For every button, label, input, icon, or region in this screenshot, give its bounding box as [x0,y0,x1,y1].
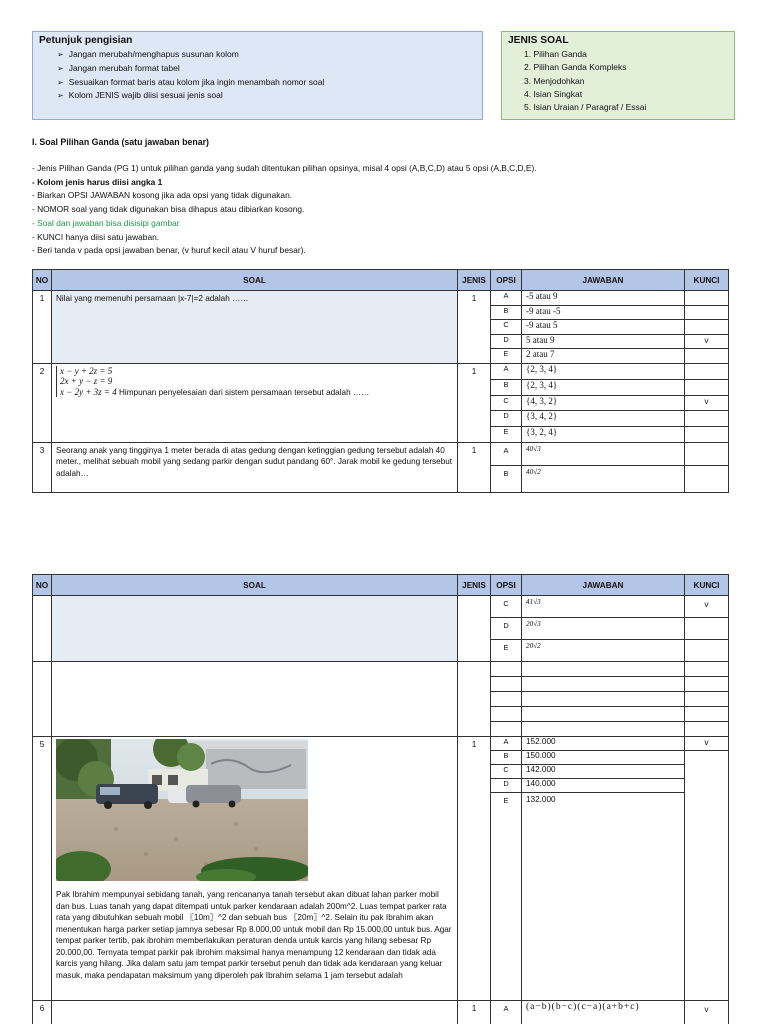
header-soal: SOAL [52,270,458,291]
question-types-box [501,31,735,120]
option-letter: C [491,596,522,618]
note-line: - Biarkan OPSI JAWABAN kosong jika ada opsi yang tidak digunakan. [32,190,293,201]
question-type[interactable]: 1 [458,737,491,1001]
answer-cell[interactable]: {3, 2, 4} [522,427,685,443]
equation: x − 2y + 3z = 4 [60,386,117,397]
key-cell[interactable] [685,363,729,379]
answer-cell[interactable]: 150.000 [522,751,685,765]
answer-cell[interactable] [522,618,685,640]
question-types-list [524,48,728,114]
question-text[interactable]: Nilai yang memenuhi persamaan |x-7|=2 adalah …… [52,291,458,364]
parking-lot-photo [56,739,308,881]
question-type[interactable] [458,662,491,737]
option-letter: A [491,363,522,379]
question-type[interactable]: 1 [458,442,491,492]
header-kunci: KUNCI [685,575,729,596]
answer-math: 40√3 [526,444,541,453]
key-cell[interactable] [685,291,729,306]
option-letter [491,662,522,677]
key-cell[interactable] [685,411,729,427]
note-line: - KUNCI hanya diisi satu jawaban. [32,231,160,242]
option-letter: A [491,737,522,751]
notes-block [32,162,732,258]
question-text[interactable]: Seorang anak yang tingginya 1 meter berada di atas gedung dengan ketinggian gedung tersebut adalah 40 meter., melihat sebuah mobil yang sedang parkir dengan sudut pandang 60°. Jarak mobil ke gedung tersebut adalah… [52,442,458,492]
answer-cell[interactable]: {2, 3, 4} [522,379,685,395]
question-number: 1 [33,291,52,364]
key-cell[interactable] [685,662,729,677]
note-line: - NOMOR soal yang tidak digunakan bisa dihapus atau dibiarkan kosong. [32,204,305,215]
arrow-icon: ➢ [57,50,64,59]
header-jawaban: JAWABAN [522,270,685,291]
instructions-title: Petunjuk pengisian [39,35,133,46]
question-number [33,662,52,737]
answer-math: 40√2 [526,467,541,476]
instruction-item: ➢ Sesuaikan format baris atau kolom jika ingin menambah nomor soal [57,76,325,87]
answer-math: 41√3 [526,598,541,606]
question-prompt: Himpunan penyelesaian dari sistem persamaan tersebut adalah …… [119,387,370,397]
question-type-item: 5. Isian Uraian / Paragraf / Essai [524,102,647,113]
question-type-item: 2. Pilihan Ganda Kompleks [524,62,627,73]
option-letter: D [491,779,522,793]
key-cell[interactable] [685,465,729,492]
question-text[interactable] [52,737,458,1001]
answer-cell[interactable] [522,722,685,737]
option-letter: A [491,1001,522,1024]
answer-cell[interactable]: -5 atau 9 [522,291,685,306]
arrow-icon: ➢ [57,91,64,101]
option-letter: D [491,618,522,640]
question-number: 3 [33,442,52,492]
question-table-1 [32,269,729,493]
table-row [33,291,729,306]
table-row [33,1001,729,1024]
option-letter: E [491,427,522,443]
answer-cell[interactable]: 132.000 [522,793,685,1001]
answer-cell[interactable]: 2 atau 7 [522,349,685,364]
answer-cell[interactable] [522,692,685,707]
header-soal: SOAL [52,575,458,596]
key-cell[interactable]: v [685,737,729,751]
question-type-item: 4. Isian Singkat [524,88,583,99]
answer-cell[interactable] [522,442,685,465]
question-types-title: JENIS SOAL [508,35,569,46]
option-letter: C [491,395,522,411]
key-cell[interactable]: v [685,395,729,411]
table-row [33,363,729,379]
instruction-item: ➢ Jangan merubah format tabel [57,62,180,73]
option-letter: B [491,305,522,320]
option-letter [491,707,522,722]
option-letter: E [491,349,522,364]
question-number: 6 [33,1001,52,1024]
answer-cell[interactable]: -9 atau 5 [522,320,685,335]
answer-cell[interactable]: 142.000 [522,765,685,779]
option-letter [491,722,522,737]
key-cell[interactable] [685,305,729,320]
instructions-box [32,31,483,120]
header-no: NO [33,270,52,291]
table-row [33,737,729,751]
instruction-item: ➢ Kolom JENIS wajib diisi sesuai jenis soal [57,90,223,101]
header-no: NO [33,575,52,596]
key-cell[interactable] [685,640,729,662]
answer-cell[interactable] [522,465,685,492]
option-letter: A [491,291,522,306]
option-letter: B [491,379,522,395]
answer-cell[interactable] [522,640,685,662]
question-number [33,596,52,662]
key-cell[interactable] [685,442,729,465]
section-title: I. Soal Pilihan Ganda (satu jawaban benar) [32,137,209,147]
key-cell[interactable] [685,722,729,737]
answer-cell[interactable]: {4, 3, 2} [522,395,685,411]
question-number: 5 [33,737,52,1001]
answer-cell[interactable]: 5 atau 9 [522,334,685,349]
equation: 2x + y − z = 9 [60,376,113,387]
equation-system [56,366,117,397]
note-line: - Jenis Pilihan Ganda (PG 1) untuk pilihan ganda yang sudah ditentukan pilihan opsinya, misal 4 opsi (A,B,C,D) atau 5 opsi (A,B,C,D,E). [32,163,537,173]
note-line: - Beri tanda v pada opsi jawaban benar, (v huruf kecil atau V huruf besar). [32,245,306,256]
key-cell[interactable]: v [685,1001,729,1024]
question-type[interactable]: 1 [458,1001,491,1024]
question-type[interactable]: 1 [458,291,491,364]
header-jenis: JENIS [458,575,491,596]
answer-cell[interactable]: {2, 3, 4} [522,363,685,379]
key-cell[interactable] [685,349,729,364]
header-opsi: OPSI [491,575,522,596]
key-cell[interactable] [685,707,729,722]
option-letter: D [491,411,522,427]
answer-cell[interactable]: 140.000 [522,779,685,793]
equation: x − y + 2z = 5 [60,365,113,376]
note-line: - Soal dan jawaban bisa disisipi gambar [32,217,180,228]
answer-math: 20√2 [526,642,541,650]
table-row [33,442,729,465]
header-kunci: KUNCI [685,270,729,291]
question-prompt: Pak Ibrahim mempunyai sebidang tanah, yang rencananya tanah tersebut akan dibuat lahan parker mobil dan bus. Luas tanah yang dapat ditempati untuk parker kendaraan adalah 200m^2. Luas tempat parker rata rata yang dibutuhkan sebuah mobil 〖10m〗^2 dan sebuah bus 〖20m〗^2. Selain itu pak Ibrahim akan menentukan harga parker setiap jamnya sebesar Rp 8.000,00 untuk mobil dan Rp 15.000,00 untuk bus. Agar tempat parker tertib, pak ibrohim memberlakukan peraturan denda untuk karcis yang hilang sebesar Rp 20.000,00. Ternyata tempat parkir pak ibrohim maksimal hanya menampung 12 kendaraan dan tidak ada karcis yang hilang. Jika dalam satu jam tempat parkir tersebut penuh dan tidak ada kendaraan yang keluar masuk, maka pendapatan maksimum yang diperoleh pak Ibrahim selama 1 jam tersebut adalah [56,890,452,980]
option-letter [491,692,522,707]
instructions-list [57,48,476,103]
note-line: - Kolom jenis harus diisi angka 1 [32,176,163,187]
key-cell[interactable] [685,677,729,692]
answer-cell[interactable]: (a−b)(b−c)(c−a)(a+b+c) [522,1001,685,1024]
answer-cell[interactable]: -9 atau -5 [522,305,685,320]
answer-cell[interactable] [522,677,685,692]
answer-math: 20√3 [526,620,541,628]
option-letter: C [491,320,522,335]
question-text[interactable] [52,1001,458,1024]
question-type[interactable] [458,596,491,662]
header-jenis: JENIS [458,270,491,291]
option-letter: B [491,751,522,765]
question-type[interactable]: 1 [458,363,491,442]
answer-cell[interactable]: {3, 4, 2} [522,411,685,427]
question-table-2 [32,574,729,1024]
table-header-row [33,575,729,596]
key-cell[interactable] [685,320,729,335]
instruction-item: ➢ Jangan merubah/menghapus susunan kolom [57,49,239,59]
question-type-item: 3. Menjodohkan [524,75,585,86]
option-letter [491,677,522,692]
key-cell[interactable]: v [685,334,729,349]
option-letter: B [491,465,522,492]
key-cell[interactable] [685,379,729,395]
option-letter: A [491,442,522,465]
key-cell[interactable] [685,751,729,1001]
key-cell[interactable] [685,427,729,443]
option-letter: D [491,334,522,349]
key-cell[interactable]: v [685,596,729,618]
table-row [33,596,729,618]
key-cell[interactable] [685,618,729,640]
question-type-item: 1. Pilihan Ganda [524,49,587,59]
answer-cell[interactable] [522,596,685,618]
key-cell[interactable] [685,692,729,707]
answer-cell[interactable] [522,662,685,677]
option-letter: E [491,640,522,662]
header-opsi: OPSI [491,270,522,291]
table-header-row [33,270,729,291]
answer-cell[interactable] [522,707,685,722]
answer-cell[interactable]: 152.000 [522,737,685,751]
question-text[interactable] [52,662,458,737]
table-row [33,662,729,677]
arrow-icon: ➢ [57,63,64,73]
option-letter: E [491,793,522,1001]
header-jawaban: JAWABAN [522,575,685,596]
option-letter: C [491,765,522,779]
question-number: 2 [33,363,52,442]
question-text[interactable] [52,596,458,662]
arrow-icon: ➢ [57,77,64,87]
question-text[interactable] [52,363,458,442]
